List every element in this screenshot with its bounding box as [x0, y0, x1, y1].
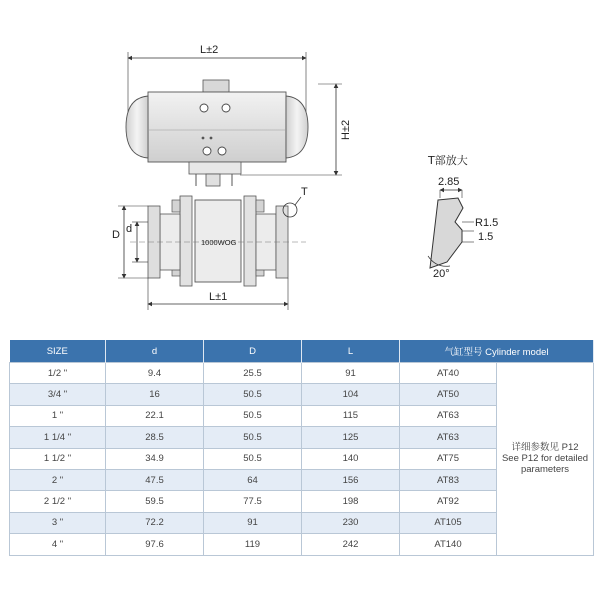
cell-L: 115 — [302, 405, 400, 426]
note-cell — [497, 363, 594, 556]
detail-radius: R1.5 — [475, 217, 499, 229]
cell-model: AT63 — [400, 427, 497, 448]
header-size: SIZE — [10, 340, 106, 363]
cell-D: 77.5 — [204, 491, 302, 512]
cell-d: 97.6 — [106, 534, 204, 555]
body-marking: 1000WOG — [201, 238, 237, 247]
detail-marker-label: T — [301, 186, 308, 198]
header-length: L — [302, 340, 400, 363]
cell-size: 3/4 " — [10, 384, 106, 405]
dim-D-label: D — [112, 229, 120, 241]
note-english-line2: parameters — [520, 464, 570, 476]
cell-d: 22.1 — [106, 405, 204, 426]
cell-size: 2 " — [10, 469, 106, 490]
cell-d: 34.9 — [106, 448, 204, 469]
cell-d: 59.5 — [106, 491, 204, 512]
cell-D: 50.5 — [204, 427, 302, 448]
cell-size: 4 " — [10, 534, 106, 555]
cell-size: 1 1/2 " — [10, 448, 106, 469]
dim-d-label: d — [126, 223, 133, 235]
detail-title: T部放大 — [428, 154, 468, 167]
cell-D: 50.5 — [204, 384, 302, 405]
cell-size: 1 " — [10, 405, 106, 426]
detail-width: 2.85 — [438, 176, 460, 188]
note-chinese: 详细参数见 P12 — [511, 442, 579, 454]
cell-model: AT40 — [400, 363, 497, 384]
dim-height-label: H±2 — [340, 119, 352, 140]
header-cylinder-model: 气缸型号 Cylinder model — [400, 340, 594, 363]
header-d-inner: d — [106, 340, 204, 363]
pneumatic-actuator — [126, 80, 308, 206]
spec-table-wrapper — [9, 340, 593, 556]
dim-bottom-label: L±1 — [209, 291, 228, 303]
cell-D: 91 — [204, 512, 302, 533]
note-english-line1: See P12 for detailed — [501, 453, 589, 465]
cell-size: 1 1/4 " — [10, 427, 106, 448]
cell-D: 119 — [204, 534, 302, 555]
cell-model: AT50 — [400, 384, 497, 405]
table-header-row — [10, 340, 594, 363]
cell-d: 47.5 — [106, 469, 204, 490]
valve-body — [130, 196, 306, 286]
cell-model: AT92 — [400, 491, 497, 512]
cell-L: 156 — [302, 469, 400, 490]
cell-model: AT140 — [400, 534, 497, 555]
cell-L: 104 — [302, 384, 400, 405]
detail-view — [427, 153, 498, 280]
cell-L: 125 — [302, 427, 400, 448]
cell-model: AT105 — [400, 512, 497, 533]
cell-d: 9.4 — [106, 363, 204, 384]
cell-model: AT75 — [400, 448, 497, 469]
dim-top-label: L±2 — [200, 44, 219, 56]
dimension-bottom — [148, 278, 288, 310]
cell-L: 230 — [302, 512, 400, 533]
cell-d: 72.2 — [106, 512, 204, 533]
spec-table — [9, 340, 594, 556]
cell-L: 91 — [302, 363, 400, 384]
cell-model: AT83 — [400, 469, 497, 490]
cell-size: 3 " — [10, 512, 106, 533]
cell-L: 242 — [302, 534, 400, 555]
cell-D: 64 — [204, 469, 302, 490]
cell-D: 50.5 — [204, 405, 302, 426]
cell-model: AT63 — [400, 405, 497, 426]
detail-depth: 1.5 — [478, 231, 494, 243]
header-D-outer: D — [204, 340, 302, 363]
cell-size: 2 1/2 " — [10, 491, 106, 512]
cell-L: 140 — [302, 448, 400, 469]
detail-angle: 20° — [433, 268, 450, 280]
table-row — [10, 363, 594, 384]
cell-L: 198 — [302, 491, 400, 512]
cell-d: 16 — [106, 384, 204, 405]
cell-size: 1/2 " — [10, 363, 106, 384]
cell-D: 50.5 — [204, 448, 302, 469]
cell-D: 25.5 — [204, 363, 302, 384]
cell-d: 28.5 — [106, 427, 204, 448]
